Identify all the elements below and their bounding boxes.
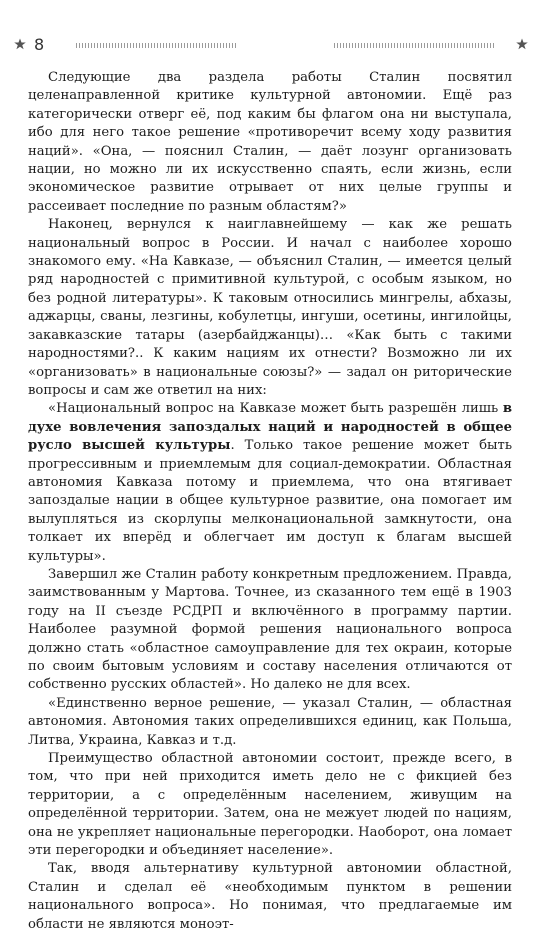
quote-paragraph: Преимущество областной автономии состоит, прежде всего, в том, что при ней приходится иметь дело не с фикцией без территории, а с определённым населением, живущим на определённой территории. Затем, она не межует людей по нациям, она не укрепляет национальные перегородки. Наоборот, она ломает эти перегородки и объединяет население». [28, 751, 512, 859]
star-icon [14, 38, 26, 50]
quote-paragraph [28, 400, 512, 566]
page-number: 8 [34, 35, 45, 54]
quote-paragraph: «Единственно верное решение, — указал Сталин, — областная автономия. Автономия таких определившихся единиц, как Польша, Литва, Украина, Кавказ и т.д. [28, 695, 512, 748]
header-ornament-right [334, 43, 496, 48]
quote-text: «Национальный вопрос на Кавказе может быть разрешён лишь [48, 401, 503, 417]
emphasized-text: в духе вовлечения запоздалых наций и народностей в общее русло высшей культуры [28, 401, 512, 454]
paragraph: Следующие два раздела работы Сталин посвятил целенаправленной критике культурной автономии. Ещё раз категорически отверг её, под каким бы флагом она ни выступала, ибо для него такое решение «противоречит всему ходу развития наций». «Она, — пояснил Сталин, — даёт лозунг организовать нации, но можно ли их искусственно спаять, если жизнь, если экономическое развитие отрывает от них целые группы и рассеивает последние по разным областям?» [28, 70, 512, 214]
star-icon [516, 38, 528, 50]
running-header [14, 36, 528, 58]
paragraph: Наконец, вернулся к наиглавнейшему — как же решать национальный вопрос в России. И начал с наиболее хорошо знакомого ему. «На Кавказе, — объяснил Сталин, — имеется целый ряд народностей с примитивной культурой, с особым языком, но без родной литературы». К таковым относились мингрелы, абхазы, аджарцы, сваны, лезгины, кобулетцы, ингуши, осетины, ингилойцы, закавказские татары (азербайджанцы)… «Как быть с такими народностями?.. К каким нациям их отнести? Возможно ли их «организовать» в национальные союзы?» — задал он риторические вопросы и сам же ответил на них: [28, 217, 512, 398]
quote-text: . Только такое решение может быть прогрессивным и приемлемым для социал-демократии. Областная автономия Кавказа потому и приемлема, что она втягивает запоздалые нации в общее культурное развитие, она помогает им вылупляться из скорлупы мелконациональной замкнутости, она толкает их вперёд и облегчает им доступ к благам высшей культуры». [28, 438, 512, 564]
header-ornament-left [76, 43, 238, 48]
body-text [28, 69, 512, 934]
paragraph: Завершил же Сталин работу конкретным предложением. Правда, заимствованным у Мартова. Точнее, из сказанного тем ещё в 1903 году на II съезде РСДРП и включённого в программу партии. Наиболее разумной формой решения национального вопроса должно стать «областное самоуправление для тех окраин, которые по своим бытовым условиям и составу населения отличаются от собственно русских областей». Но далеко не для всех. [28, 566, 512, 693]
paragraph: Так, вводя альтернативу культурной автономии областной, Сталин и сделал её «необходимым пунктом в решении национального вопроса». Но понимая, что предлагаемые им области не являются моноэт- [28, 861, 512, 932]
